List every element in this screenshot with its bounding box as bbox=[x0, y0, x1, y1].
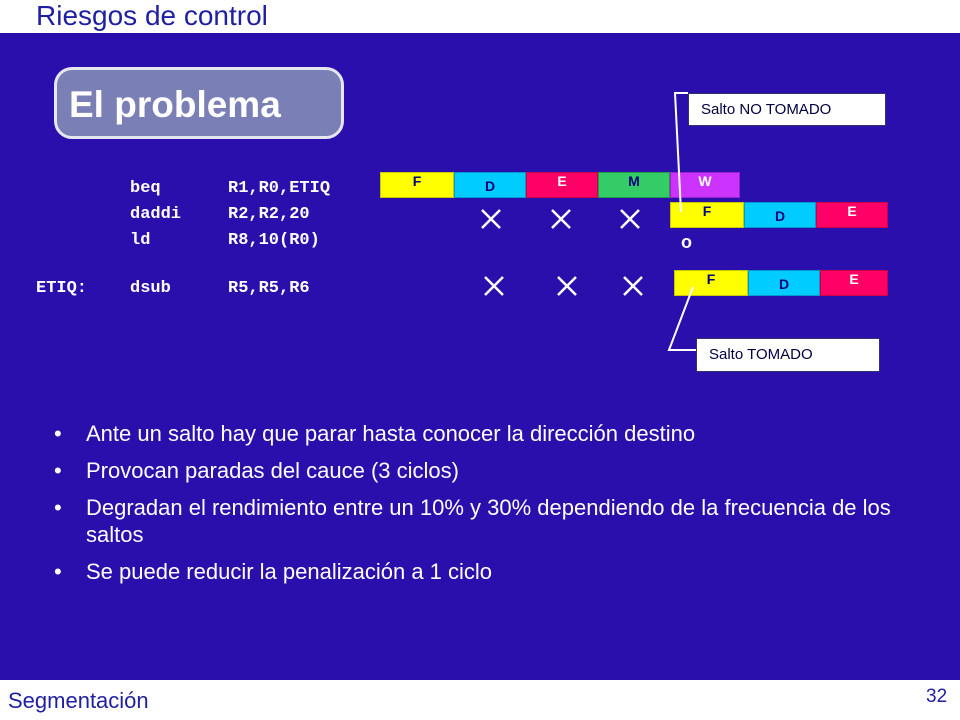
stage-label: M bbox=[628, 173, 640, 189]
bullet-item bbox=[54, 558, 934, 585]
stage-label: F bbox=[412, 173, 422, 189]
stage-label: D bbox=[774, 208, 786, 224]
code-label-etiq: ETIQ: bbox=[36, 279, 88, 298]
or-label: o bbox=[681, 232, 692, 252]
stage-label: W bbox=[698, 173, 712, 189]
pipeline-stage-e bbox=[526, 172, 598, 198]
stall-cross-icon bbox=[620, 273, 646, 299]
bullet-list bbox=[54, 420, 934, 595]
bullet-item bbox=[54, 420, 934, 447]
bullet-dot: • bbox=[54, 559, 62, 584]
problem-title: El problema bbox=[69, 84, 281, 125]
pipeline-stage-m bbox=[598, 172, 670, 198]
callout-taken bbox=[696, 338, 880, 372]
bullet-item bbox=[54, 457, 934, 484]
callout-not-taken-label: Salto NO TOMADO bbox=[701, 101, 832, 118]
stall-cross-icon bbox=[617, 206, 643, 232]
footer-bar bbox=[0, 680, 960, 720]
header-bar bbox=[0, 0, 960, 33]
pipeline-stage-f bbox=[674, 270, 748, 296]
pipeline-stage-e bbox=[820, 270, 888, 296]
bullet-dot: • bbox=[54, 421, 62, 446]
stall-cross-icon bbox=[554, 273, 580, 299]
code-op-beq: beq bbox=[130, 179, 161, 198]
bullet-item bbox=[54, 494, 934, 548]
pipeline-stage-d bbox=[454, 172, 526, 198]
code-args-dsub: R5,R5,R6 bbox=[228, 279, 310, 298]
callout-not-taken bbox=[688, 93, 886, 126]
pipeline-stage-w bbox=[670, 172, 740, 198]
code-op-dsub: dsub bbox=[130, 279, 171, 298]
stage-label: F bbox=[706, 271, 716, 287]
code-args-beq: R1,R0,ETIQ bbox=[228, 179, 331, 198]
code-args-ld: R8,10(R0) bbox=[228, 231, 320, 250]
stall-cross-icon bbox=[478, 206, 504, 232]
code-op-ld: ld bbox=[130, 231, 151, 250]
bullet-text: Ante un salto hay que parar hasta conocer la dirección destino bbox=[86, 421, 696, 446]
bullet-text: Se puede reducir la penalización a 1 ciclo bbox=[86, 559, 493, 584]
slide-title: Riesgos de control bbox=[36, 0, 268, 31]
bullet-dot: • bbox=[54, 458, 62, 483]
code-op-daddi: daddi bbox=[130, 205, 182, 224]
code-args-daddi: R2,R2,20 bbox=[228, 205, 310, 224]
pipeline-stage-f bbox=[380, 172, 454, 198]
pipeline-stage-e bbox=[816, 202, 888, 228]
callout-taken-label: Salto TOMADO bbox=[709, 346, 813, 363]
bullet-dot: • bbox=[54, 495, 62, 520]
pipeline-stage-f bbox=[670, 202, 744, 228]
problem-title-box bbox=[54, 67, 344, 139]
pipeline-stage-d bbox=[748, 270, 820, 296]
stage-label: F bbox=[702, 203, 712, 219]
footer-section: Segmentación bbox=[8, 688, 149, 713]
stage-label: E bbox=[849, 271, 859, 287]
stage-label: E bbox=[557, 173, 567, 189]
stall-cross-icon bbox=[548, 206, 574, 232]
stage-label: D bbox=[484, 178, 496, 194]
stage-label: E bbox=[847, 203, 857, 219]
pipeline-stage-d bbox=[744, 202, 816, 228]
bullet-text: Degradan el rendimiento entre un 10% y 30% dependiendo de la frecuencia de los saltos bbox=[86, 495, 891, 547]
stage-label: D bbox=[778, 276, 790, 292]
bullet-text: Provocan paradas del cauce (3 ciclos) bbox=[86, 458, 459, 483]
stall-cross-icon bbox=[481, 273, 507, 299]
page-number: 32 bbox=[926, 686, 948, 707]
